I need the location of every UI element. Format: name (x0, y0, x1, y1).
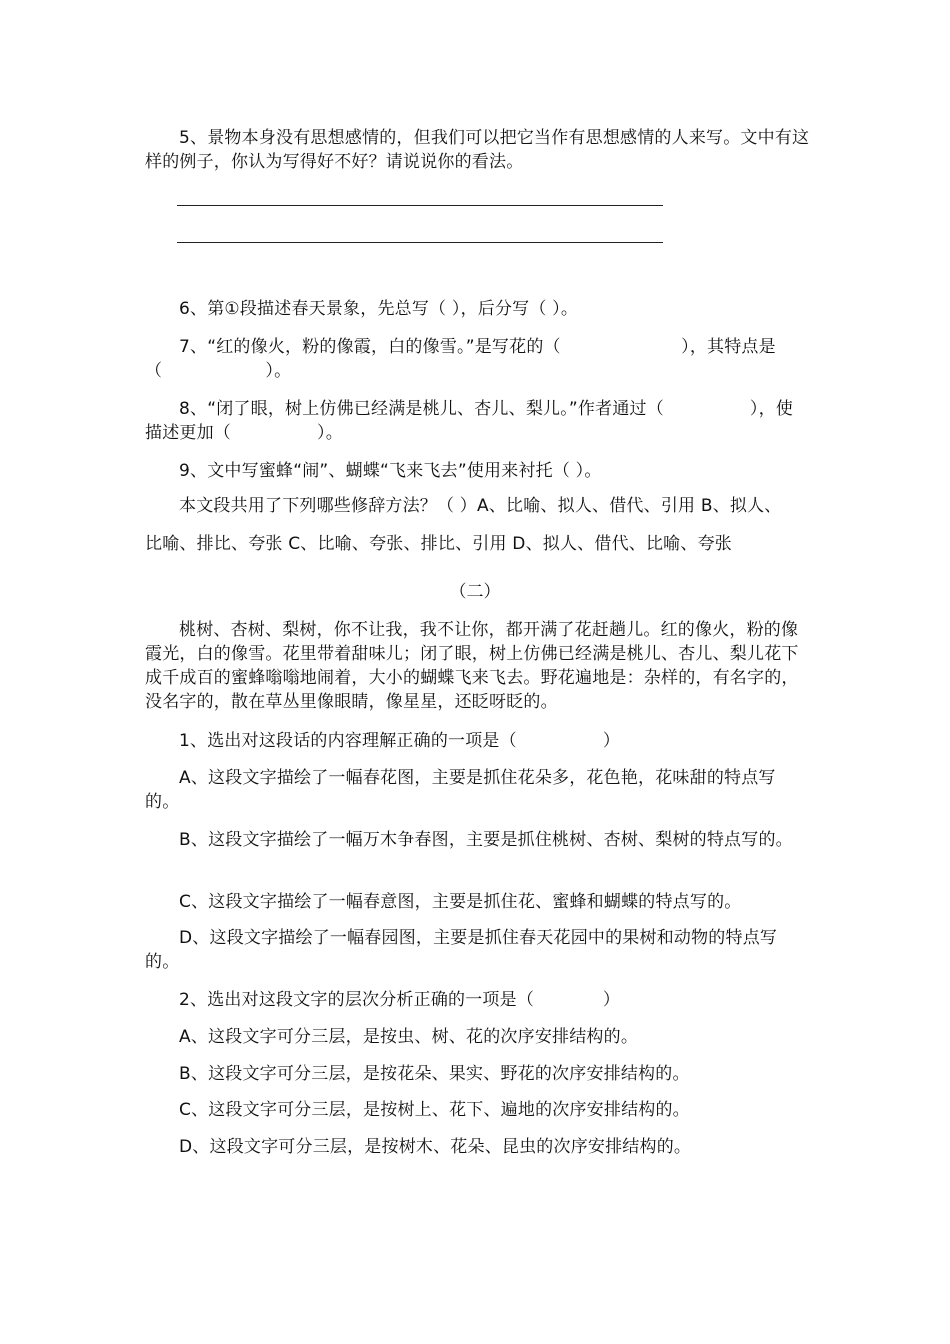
question-7: 7、“红的像火，粉的像霞，白的像雪。”是写花的（ ），其特点是（ ）。 (145, 337, 776, 381)
section2-q2-option-a: A、这段文字可分三层，是按虫、树、花的次序安排结构的。 (179, 1027, 639, 1047)
section2-question-1: 1、选出对这段话的内容理解正确的一项是（ ） (179, 731, 621, 751)
section2-q2-option-b: B、这段文字可分三层，是按花朵、果实、野花的次序安排结构的。 (179, 1064, 690, 1084)
question-10-line-1: 本文段共用了下列哪些修辞方法？（ ）A、比喻、拟人、借代、引用 B、拟人、 (179, 496, 782, 516)
question-9: 9、文中写蜜蜂“闹”、蝴蝶“飞来飞去”使用来衬托（ ）。 (179, 461, 602, 481)
passage: 桃树、杏树、梨树，你不让我，我不让你，都开满了花赶趟儿。红的像火，粉的像霞光，白的像雪。花里带着甜味儿；闭了眼，树上仿佛已经满是桃儿、杏儿、梨儿花下成千成百的蜜蜂嗡嗡地闹着，大小的蝴蝶飞来飞去。野花遍地是：杂样的，有名字的，没名字的，散在草丛里像眼睛，像星星，还眨呀眨的。 (145, 620, 799, 712)
section2-q2-option-c: C、这段文字可分三层，是按树上、花下、遍地的次序安排结构的。 (179, 1100, 690, 1120)
answer-line-2[interactable] (177, 242, 663, 243)
question-5: 5、景物本身没有思想感情的，但我们可以把它当作有思想感情的人来写。文中有这样的例子，你认为写得好不好？请说说你的看法。 (145, 128, 810, 172)
section2-question-2: 2、选出对这段文字的层次分析正确的一项是（ ） (179, 990, 621, 1010)
section2-q2-option-d: D、这段文字可分三层，是按树木、花朵、昆虫的次序安排结构的。 (179, 1137, 692, 1157)
section2-q1-option-b: B、这段文字描绘了一幅万木争春图，主要是抓住桃树、杏树、梨树的特点写的。 (179, 830, 793, 850)
question-10-line-2: 比喻、排比、夸张 C、比喻、夸张、排比、引用 D、拟人、借代、比喻、夸张 (145, 534, 732, 554)
section2-q1-option-c: C、这段文字描绘了一幅春意图，主要是抓住花、蜜蜂和蝴蝶的特点写的。 (179, 892, 742, 912)
section2-q1-option-d: D、这段文字描绘了一幅春园图，主要是抓住春天花园中的果树和动物的特点写的。 (145, 928, 778, 972)
question-8: 8、“闭了眼，树上仿佛已经满是桃儿、杏儿、梨儿。”作者通过（ ），使描述更加（ ）。 (145, 399, 794, 443)
question-6: 6、第①段描述春天景象，先总写（ ），后分写（ ）。 (179, 299, 579, 319)
answer-line-1[interactable] (177, 205, 663, 206)
section2-q1-option-a: A、这段文字描绘了一幅春花图，主要是抓住花朵多，花色艳，花味甜的特点写的。 (145, 768, 776, 812)
section-2-title: （二） (449, 582, 501, 602)
